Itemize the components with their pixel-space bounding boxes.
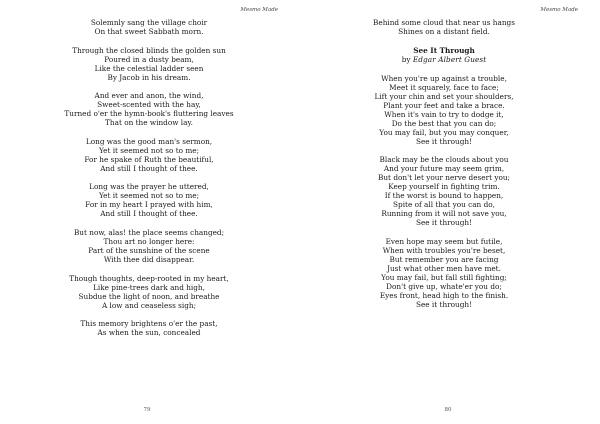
poem-line: Yet it seemed not so to me;	[98, 145, 200, 155]
poem-continuation-stanza	[294, 18, 594, 36]
poem-line: And still I thought of thee.	[100, 209, 198, 219]
poem-heading	[294, 46, 594, 64]
stanza	[0, 18, 299, 36]
stanza	[294, 155, 594, 227]
poem-line: Don't give up, whate'er you do;	[386, 281, 502, 291]
poem-line: Though thoughts, deep-rooted in my heart,	[69, 273, 229, 283]
poem-line: When it's vain to try to dodge it,	[384, 109, 504, 119]
poem-line: Keep yourself in fighting trim.	[388, 182, 500, 192]
poem-line: Thou art no longer here:	[103, 236, 195, 246]
poem-line: Meet it squarely, face to face;	[389, 82, 499, 92]
poem-line: Through the closed blinds the golden sun	[72, 45, 226, 55]
running-head: Mesmo Made	[240, 7, 278, 13]
stanza	[0, 137, 299, 173]
poem-line: For in my heart I prayed with him,	[85, 200, 213, 210]
poem-line: You may fail, but you may conquer,	[379, 127, 509, 137]
stanza	[294, 74, 594, 146]
poem-line: Solemnly sang the village choir	[90, 18, 208, 27]
poem-line: And ever and anon, the wind,	[94, 91, 204, 101]
right-page-text	[294, 18, 594, 318]
poem-line: Part of the sunshine of the scene	[88, 245, 210, 255]
byline-prefix: by	[401, 54, 411, 64]
poem-line: With thee did disappear.	[103, 254, 195, 264]
byline	[294, 55, 594, 64]
poem-line: But now, alas! the place seems changed;	[73, 227, 225, 237]
poem-line: Behind some cloud that near us hangs	[373, 18, 515, 27]
stanza	[0, 228, 299, 264]
poem-line: A low and ceaseless sigh;	[101, 300, 197, 310]
poem-line: Running from it will not save you,	[381, 209, 507, 219]
poem-line: See it through!	[415, 218, 473, 228]
poem-line: Lift your chin and set your shoulders,	[374, 91, 514, 101]
left-page-text	[0, 18, 299, 347]
stanza	[294, 237, 594, 309]
poem-line: On that sweet Sabbath morn.	[94, 27, 204, 36]
poem-line: Yet it seemed not so to me;	[98, 191, 200, 201]
poem-body	[294, 74, 594, 309]
poem-line: Even hope may seem but futile,	[385, 236, 503, 246]
stanza	[0, 319, 299, 337]
poem-line: See it through!	[415, 299, 473, 309]
page-number: 79	[143, 407, 151, 413]
author-name: Edgar Albert Guest	[412, 54, 487, 64]
poem-line: Poured in a dusty beam,	[104, 54, 194, 64]
poem-line: Black may be the clouds about you	[379, 155, 509, 165]
stanza	[0, 46, 299, 82]
poem-line: And your future may seem grim,	[383, 164, 505, 174]
poem-line: If the worst is bound to happen,	[384, 191, 504, 201]
poem-line: Long was the good man's sermon,	[85, 136, 213, 146]
poem-line: When you're up against a trouble,	[381, 73, 507, 83]
poem-line: Like the celestial ladder seen	[94, 63, 204, 73]
poem-line: For he spake of Ruth the beautiful,	[84, 154, 214, 164]
poem-line: Eyes front, head high to the finish.	[379, 290, 509, 300]
stanza	[0, 274, 299, 310]
poem-line: Spite of all that you can do,	[393, 200, 495, 210]
poem-line: Shines on a distant field.	[398, 27, 490, 36]
stanza	[0, 91, 299, 127]
poem-title: See It Through	[413, 45, 475, 55]
page-number: 80	[444, 407, 452, 413]
poem-line: But remember you are facing	[389, 254, 499, 264]
poem-line: Sweet-scented with the hay,	[97, 100, 201, 110]
poem-line: Subdue the light of noon, and breathe	[78, 291, 220, 301]
poem-line: But don't let your nerve desert you;	[378, 173, 510, 183]
stanza	[0, 182, 299, 218]
right-page	[300, 0, 600, 424]
running-head: Mesmo Made	[540, 7, 578, 13]
poem-line: Long was the prayer he uttered,	[89, 182, 209, 192]
poem-line: By Jacob in his dream.	[107, 72, 191, 82]
poem-line: And still I thought of thee.	[100, 163, 198, 173]
poem-line: That on the window lay.	[105, 118, 193, 128]
poem-line: As when the sun, concealed	[97, 328, 201, 338]
poem-line: See it through!	[415, 136, 473, 146]
poem-line: When with troubles you're beset,	[382, 245, 506, 255]
poem-line: Turned o'er the hymn-book's fluttering leaves	[64, 109, 234, 119]
poem-line: Just what other men have met.	[387, 263, 501, 273]
poem-line: You may fail, but fall still fighting;	[381, 272, 507, 282]
poem-line: Like pine-trees dark and high,	[93, 282, 205, 292]
poem-line: This memory brightens o'er the past,	[80, 319, 218, 329]
poem-line: Plant your feet and take a brace.	[383, 100, 505, 110]
poem-line: Do the best that you can do;	[391, 118, 497, 128]
